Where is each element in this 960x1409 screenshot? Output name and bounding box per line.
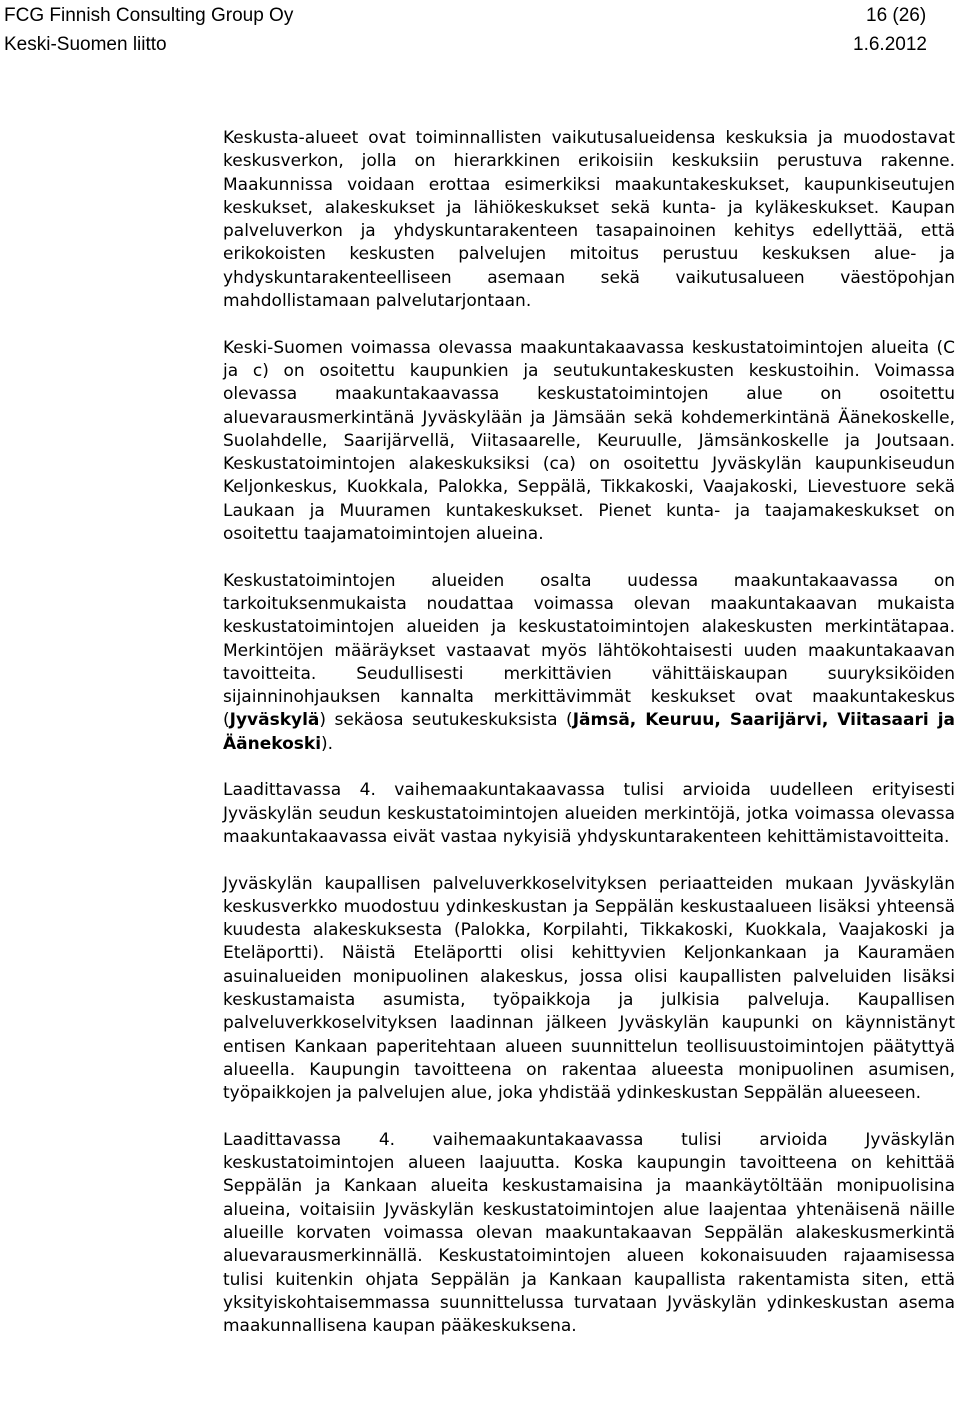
paragraph-text: Keskustatoimintojen alueiden osalta uudessa maakuntakaavassa on tarkoituksenmukaista noudattaa voimassa olevan maakuntakaavan mukaista keskustatoimintojen alueiden ja keskustatoimintojen alakeskusten merkintätapaa. Merkintöjen määräykset vastaavat myös lähtökohtaisesti uuden maakuntakaavan tavoitteita. Seudullisesti merkittävien vähittäiskaupan suuryksiköiden sijainninohjauksen kannalta merkittävimmät keskukset ovat maakuntakeskus ( — [223, 570, 955, 731]
document-body — [223, 127, 955, 1362]
header-row-bottom — [4, 29, 960, 58]
paragraph-text: ) sekäosa seutukeskuksista ( — [319, 710, 573, 731]
paragraph-center-network: Keskusta-alueet ovat toiminnallisten vaikutusalueidensa keskuksia ja muodostavat keskusverkon, jolla on hierarkkinen erikoisiin keskuksiin perustuva rakenne. Maakunnissa voidaan erottaa esimerkiksi maakuntakeskukset, kaupunkiseutujen keskukset, alakeskukset ja lähiökeskukset sekä kunta- ja kyläkeskukset. Kaupan palveluverkon ja yhdyskuntarakenteen tasapainoinen kehitys edellyttää, että erikokoisten keskusten palvelujen mitoitus perustuu keskuksen alue- ja yhdyskuntarakenteelliseen asemaan sekä vaikutusalueen väestöpohjan mahdollistamaan palvelutarjontaan. — [223, 128, 955, 312]
paragraph-center-extent: Laadittavassa 4. vaihemaakuntakaavassa tulisi arvioida Jyväskylän keskustatoimintojen alueen laajuutta. Koska kaupungin tavoitteena on kehittää Seppälän ja Kankaan alueita keskustamaisina ja maankäytöltään monipuolisina alueina, voitaisiin Jyväskylän keskustatoimintojen alue laajentaa yhtenäisenä näille alueille korvaten voimassa olevan maakuntakaavan Seppälän alakeskusmerkintä aluevarausmerkinnällä. Keskustatoimintojen alueen kokonaisuuden rajaamisessa tulisi kuitenkin ohjata Seppälän ja Kankaan kaupallista rakentamista siten, että yksityiskohtaisemmassa suunnittelussa turvataan Jyväskylän ydinkeskustan asema maakunnallisena kaupan pääkeskuksena. — [223, 1129, 955, 1337]
paragraph-reassessment: Laadittavassa 4. vaihemaakuntakaavassa tulisi arvioida uudelleen erityisesti Jyväskylän seudun keskustatoimintojen alueiden merkintöjä, jotka voimassa olevassa maakuntakaavassa eivät vastaa nykyisiä yhdyskuntarakenteen kehittämistavoitteita. — [223, 780, 955, 847]
client-name: Keski-Suomen liitto — [4, 34, 167, 55]
paragraph-bold-term: Jyväskylä — [229, 710, 320, 731]
page-number: 16 (26) — [866, 5, 927, 26]
company-name: FCG Finnish Consulting Group Oy — [4, 5, 294, 26]
paragraph-text: ). — [321, 733, 334, 754]
paragraph-new-plan-markings — [223, 570, 955, 756]
paragraph-jyvaskyla-network: Jyväskylän kaupallisen palveluverkkoselvityksen periaatteiden mukaan Jyväskylän keskusverkko muodostuu ydinkeskustan ja Seppälän keskustaalueen lisäksi yhteensä kuudesta alakeskuksesta (Palokka, Korpilahti, Tikkakoski, Kuokkala, Vaajakoski ja Eteläportti). Näistä Eteläportti olisi kehittyvien Keljonkankaan ja Kauramäen asuinalueiden monipuolinen alakeskus, jossa olisi kaupallisten palveluiden lisäksi keskustamaista asumista, työpaikkoja ja julkisia palveluja. Kaupallisen palveluverkkoselvityksen laadinnan jälkeen Jyväskylän kaupunki on käynnistänyt entisen Kankaan paperitehtaan alueen suunnittelun teollisuustoimintojen päätyttyä alueella. Kaupungin tavoitteena on rakentaa alueesta monipuolinen asumisen, työpaikkojen ja palvelujen alue, joka yhdistää ydinkeskustan Seppälän alueeseen. — [223, 873, 955, 1104]
document-date: 1.6.2012 — [853, 34, 927, 55]
page-header — [4, 0, 960, 58]
paragraph-current-plan: Keski-Suomen voimassa olevassa maakuntakaavassa keskustatoimintojen alueita (C ja c) on osoitettu kaupunkien ja seutukuntakeskusten keskustoihin. Voimassa olevassa maakuntakaavassa keskustatoimintojen alue on osoitettu aluevarausmerkintänä Jyväskylään ja Jämsään sekä kohdemerkintänä Äänekoskelle, Suolahdelle, Saarijärvellä, Viitasaarelle, Keuruulle, Jämsänkoskelle ja Joutsaan. Keskustatoimintojen alakeskuksiksi (ca) on osoitettu Jyväskylän kaupunkiseudun Keljonkeskus, Kuokkala, Palokka, Seppälä, Tikkakoski, Vaajakoski, Lievestuore sekä Laukaan ja Muuramen kuntakeskukset. Pienet kunta- ja taajamakeskukset on osoitettu taajamatoimintojen alueina. — [223, 337, 955, 545]
paragraph-bold-term: Jämsä, Keuruu, Saarijärvi, Viitasaari ja Äänekoski — [223, 710, 955, 754]
header-row-top — [4, 0, 960, 29]
